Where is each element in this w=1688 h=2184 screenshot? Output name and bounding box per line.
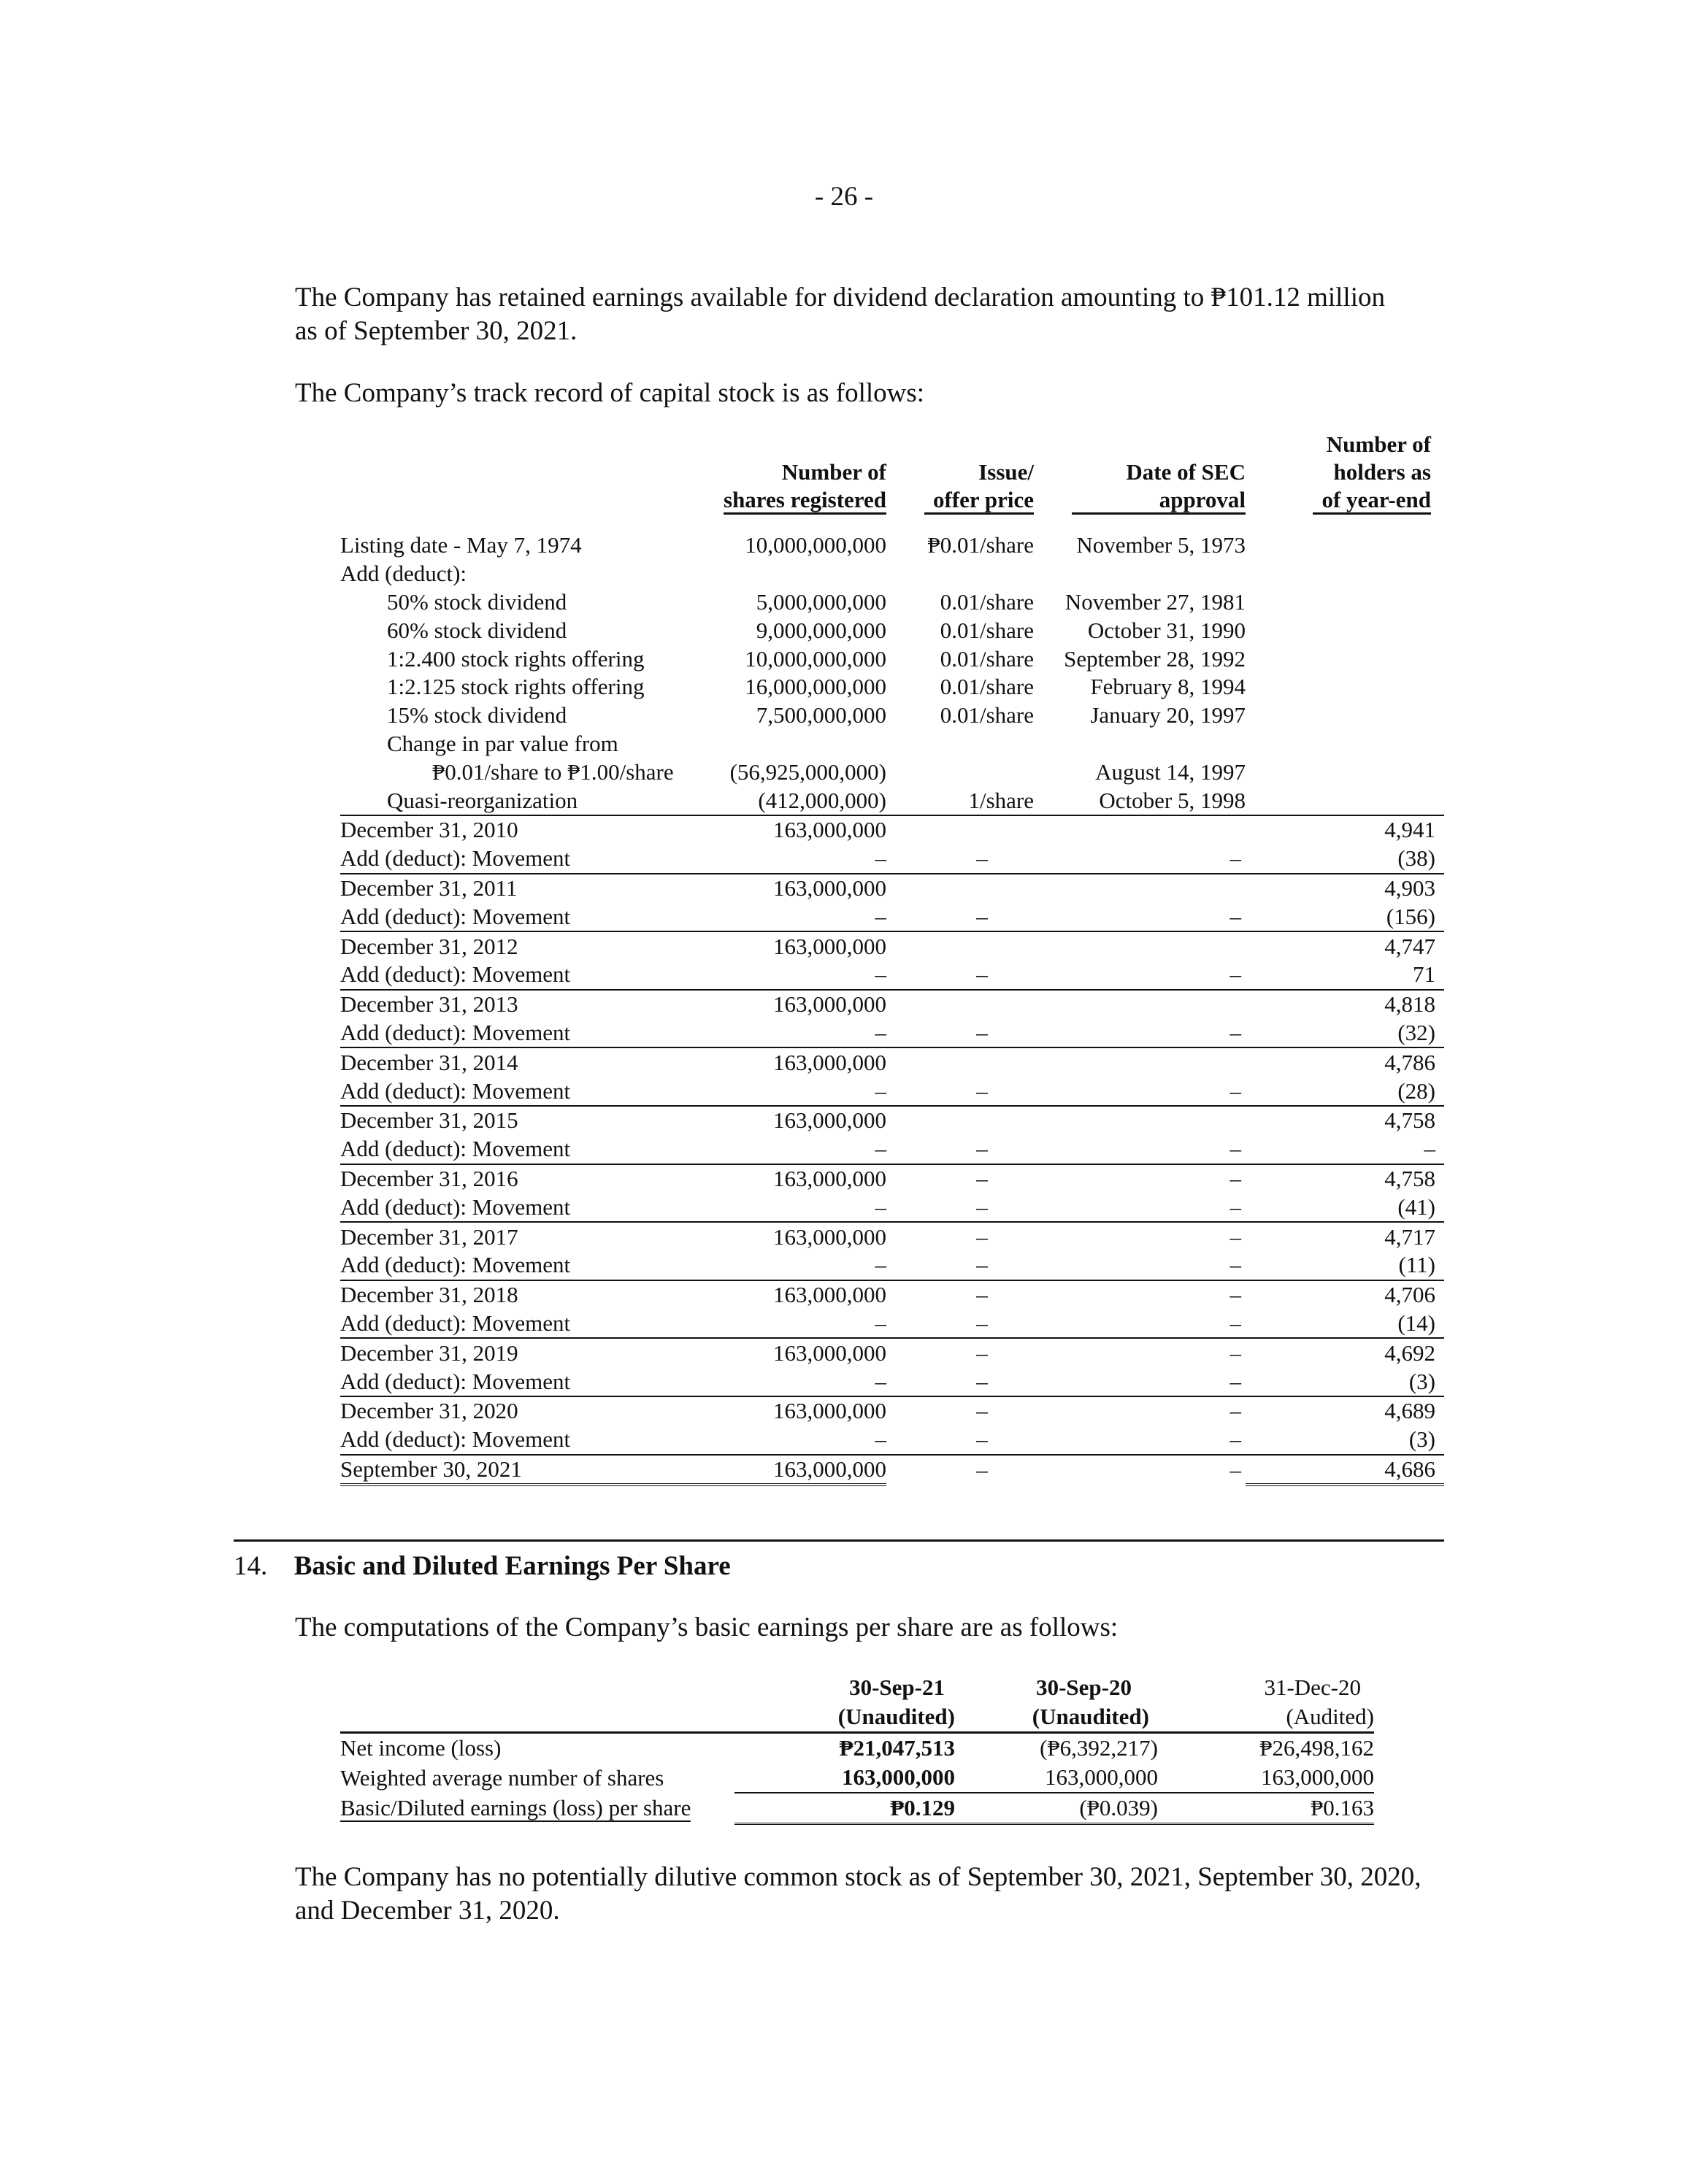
table-cell: – [1229, 903, 1241, 929]
table-cell [1034, 874, 1246, 903]
table-cell: December 31, 2016 [340, 1164, 705, 1193]
table-cell: – [705, 1019, 886, 1048]
table-cell: Add (deduct): Movement [340, 961, 571, 988]
sec-header-1: Date of SEC [1126, 459, 1246, 485]
table-cell: 163,000,000 [705, 1106, 886, 1135]
shares-header-1: Number of [781, 459, 886, 485]
table-cell: December 31, 2012 [340, 931, 705, 961]
table-cell: (38) [1246, 845, 1444, 874]
table-cell: – [705, 1135, 886, 1164]
table-cell [886, 730, 1034, 758]
table-cell: – [1229, 1077, 1241, 1104]
table-cell: August 14, 1997 [1095, 758, 1246, 785]
table-cell: 4,903 [1246, 874, 1444, 903]
table-cell: – [886, 1164, 1034, 1193]
table-cell: – [886, 1338, 1034, 1367]
table-cell: Add (deduct): Movement [340, 1193, 571, 1220]
price-header-2: offer price [886, 486, 1034, 515]
table-cell: December 31, 2010 [340, 815, 705, 845]
track-record-intro: The Company’s track record of capital stock is as follows: [295, 378, 925, 408]
table-cell [886, 931, 1034, 961]
eps-table [340, 1673, 1374, 1825]
table-row [340, 1338, 1444, 1367]
table-cell: – [886, 1280, 1034, 1310]
table-cell: – [1229, 1193, 1241, 1220]
table-cell: Add (deduct): [340, 561, 467, 587]
table-cell: Add (deduct): Movement [340, 845, 571, 872]
table-cell: 5,000,000,000 [756, 588, 886, 615]
table-row [340, 990, 1444, 1019]
table-cell: – [705, 1251, 886, 1280]
table-cell: (3) [1246, 1426, 1444, 1455]
col3-header-status: (Audited) [1167, 1702, 1374, 1733]
table-cell: December 31, 2020 [340, 1396, 705, 1426]
table-cell [1246, 758, 1444, 786]
col1-header-date: 30-Sep-21 [849, 1674, 945, 1700]
table-row [340, 1077, 1444, 1106]
table-cell: – [1246, 1135, 1444, 1164]
table-row [340, 588, 1444, 617]
dilutive-paragraph [295, 1861, 1463, 1928]
table-cell [1246, 701, 1444, 730]
table-cell: – [1229, 1019, 1241, 1045]
table-cell: September 28, 1992 [1064, 645, 1246, 672]
table-cell: (41) [1246, 1193, 1444, 1222]
table-cell: January 20, 1997 [1090, 702, 1246, 728]
table-cell: (11) [1246, 1251, 1444, 1280]
shares-header-2: shares registered [705, 486, 886, 515]
table-cell [1246, 673, 1444, 701]
table-cell: (3) [1246, 1367, 1444, 1396]
table-cell: – [976, 1019, 988, 1045]
table-cell [705, 730, 886, 758]
section-divider [234, 1539, 1444, 1542]
table-cell [886, 1047, 1034, 1077]
col3-header-date: 31-Dec-20 [1264, 1674, 1361, 1700]
dilutive-line-1: The Company has no potentially dilutive common stock as of September 30, 2021, September 30, 2020, [295, 1862, 1422, 1892]
table-cell: – [976, 903, 988, 929]
table-cell: December 31, 2017 [340, 1222, 705, 1251]
table-cell: November 5, 1973 [1076, 532, 1246, 558]
table-cell: Change in par value from [387, 730, 618, 756]
table-cell: 163,000,000 [705, 1338, 886, 1367]
table-row [340, 531, 1444, 560]
table-row [340, 758, 1444, 786]
table-cell [1246, 645, 1444, 673]
table-cell: – [705, 845, 886, 874]
table-cell [1034, 560, 1246, 588]
table-row [340, 1367, 1444, 1396]
table-cell: 163,000,000 [705, 874, 886, 903]
eps-row-label: Net income (loss) [340, 1735, 502, 1761]
table-cell: (56,925,000,000) [729, 758, 886, 785]
table-cell: 4,758 [1246, 1106, 1444, 1135]
table-cell: 163,000,000 [705, 1455, 886, 1485]
table-row [340, 1251, 1444, 1280]
table-cell [1034, 1106, 1246, 1135]
table-cell: 4,941 [1246, 815, 1444, 845]
eps-cell: 163,000,000 [734, 1763, 955, 1793]
page-number: - 26 - [814, 182, 874, 212]
table-cell [1034, 815, 1246, 845]
table-cell: (156) [1246, 902, 1444, 931]
table-cell: 4,758 [1246, 1164, 1444, 1193]
eps-cell: ₱26,498,162 [1259, 1735, 1374, 1761]
table-cell: 4,689 [1246, 1396, 1444, 1426]
table-cell: – [705, 1193, 886, 1222]
eps-cell: (₱0.039) [955, 1793, 1167, 1824]
table-cell: (14) [1246, 1310, 1444, 1339]
eps-row-label: Weighted average number of shares [340, 1764, 664, 1791]
table-cell: 9,000,000,000 [756, 617, 886, 643]
table-cell: 0.01/share [940, 588, 1034, 615]
table-cell: 163,000,000 [705, 931, 886, 961]
table-cell: 1:2.400 stock rights offering [387, 645, 645, 672]
table-row [340, 874, 1444, 903]
table-cell: – [886, 1222, 1034, 1251]
section-number: 14. [234, 1551, 268, 1581]
table-cell: 0.01/share [940, 674, 1034, 700]
table-row [340, 730, 1444, 758]
dilutive-line-2: and December 31, 2020. [295, 1896, 560, 1926]
retained-line-2: as of September 30, 2021. [295, 316, 578, 346]
table-cell: Listing date - May 7, 1974 [340, 532, 582, 558]
table-cell: Add (deduct): Movement [340, 903, 571, 929]
table-row [340, 645, 1444, 673]
table-cell [1246, 531, 1444, 560]
table-cell: – [1034, 1338, 1246, 1367]
eps-intro: The computations of the Company’s basic earnings per share are as follows: [295, 1612, 1119, 1642]
table-cell: 1/share [968, 787, 1034, 813]
table-cell: 50% stock dividend [387, 588, 567, 615]
table-cell: – [976, 1310, 988, 1336]
table-cell: 4,692 [1246, 1338, 1444, 1367]
table-cell: – [976, 961, 988, 988]
table-cell: – [1034, 1280, 1246, 1310]
retained-line-1: The Company has retained earnings available for dividend declaration amounting to ₱101.12 million [295, 282, 1385, 312]
table-cell: February 8, 1994 [1090, 674, 1246, 700]
table-cell: – [1034, 1455, 1246, 1485]
table-row [340, 1135, 1444, 1164]
table-cell: – [886, 1455, 1034, 1485]
table-cell: ₱0.01/share [927, 532, 1034, 558]
table-cell: 4,686 [1246, 1455, 1444, 1485]
table-cell: (412,000,000) [758, 787, 886, 813]
table-row [340, 1106, 1444, 1135]
col2-header-status: (Unaudited) [955, 1702, 1167, 1733]
table-cell: 4,786 [1246, 1047, 1444, 1077]
col1-header-status: (Unaudited) [734, 1702, 955, 1733]
holders-header-3: of year-end [1246, 486, 1444, 515]
table-cell: 163,000,000 [705, 1280, 886, 1310]
table-cell: – [705, 1310, 886, 1339]
table-cell: 0.01/share [940, 617, 1034, 643]
table-row [340, 673, 1444, 701]
table-cell: Add (deduct): Movement [340, 1019, 571, 1045]
table-cell: – [976, 1193, 988, 1220]
table-cell: – [1229, 1426, 1241, 1453]
table-cell: – [976, 1136, 988, 1162]
table-cell: 4,818 [1246, 990, 1444, 1019]
table-cell [886, 758, 1034, 786]
table-cell [1246, 560, 1444, 588]
table-cell: 1:2.125 stock rights offering [387, 674, 645, 700]
table-cell: – [1034, 1396, 1246, 1426]
eps-cell: (₱6,392,217) [1040, 1735, 1158, 1761]
table-row [340, 1164, 1444, 1193]
eps-cell: ₱21,047,513 [839, 1735, 955, 1761]
table-cell: December 31, 2014 [340, 1047, 705, 1077]
table-cell: ₱0.01/share to ₱1.00/share [432, 758, 674, 785]
table-cell: 16,000,000,000 [745, 674, 886, 700]
table-cell: Quasi-reorganization [387, 787, 578, 813]
capital-stock-table [340, 431, 1444, 1486]
table-cell [1034, 931, 1246, 961]
table-cell: 163,000,000 [705, 1396, 886, 1426]
table-cell: – [1034, 1222, 1246, 1251]
table-cell: 0.01/share [940, 645, 1034, 672]
table-cell: 4,706 [1246, 1280, 1444, 1310]
table-cell: Add (deduct): Movement [340, 1368, 571, 1394]
table-row [340, 1280, 1444, 1310]
table-cell: 10,000,000,000 [745, 645, 886, 672]
price-header-1: Issue/ [978, 459, 1034, 485]
table-cell: December 31, 2015 [340, 1106, 705, 1135]
table-cell [886, 560, 1034, 588]
table-cell: – [705, 1077, 886, 1106]
table-cell [1034, 990, 1246, 1019]
table-cell: – [976, 845, 988, 872]
table-row [340, 902, 1444, 931]
col2-header-date: 30-Sep-20 [1036, 1674, 1132, 1700]
table-cell: 60% stock dividend [387, 617, 567, 643]
table-cell: September 30, 2021 [340, 1455, 705, 1485]
table-cell: November 27, 1981 [1064, 588, 1246, 615]
table-cell: Add (deduct): Movement [340, 1136, 571, 1162]
table-row [340, 845, 1444, 874]
table-cell: 0.01/share [940, 702, 1034, 728]
table-cell: – [705, 902, 886, 931]
table-cell: Add (deduct): Movement [340, 1310, 571, 1336]
retained-earnings-paragraph [295, 281, 1463, 348]
table-cell: Add (deduct): Movement [340, 1426, 571, 1453]
table-cell [886, 990, 1034, 1019]
table-cell: December 31, 2019 [340, 1338, 705, 1367]
table-row [340, 1396, 1444, 1426]
table-cell: – [976, 1368, 988, 1394]
table-row [340, 1426, 1444, 1455]
table-row [340, 616, 1444, 645]
table-cell: 15% stock dividend [387, 702, 567, 728]
section-14-heading [234, 1550, 731, 1582]
table-cell: – [976, 1077, 988, 1104]
table-cell [705, 560, 886, 588]
table-cell: – [976, 1426, 988, 1453]
section-title: Basic and Diluted Earnings Per Share [294, 1551, 731, 1581]
table-cell: 7,500,000,000 [756, 702, 886, 728]
table-row [340, 815, 1444, 845]
table-cell: – [1229, 1368, 1241, 1394]
table-cell: December 31, 2011 [340, 874, 705, 903]
table-row [340, 1222, 1444, 1251]
table-cell [1246, 730, 1444, 758]
sec-header-2: approval [1034, 486, 1246, 515]
eps-cell: 163,000,000 [1167, 1763, 1374, 1793]
table-row [340, 1310, 1444, 1339]
table-cell: 4,717 [1246, 1222, 1444, 1251]
table-cell [886, 815, 1034, 845]
holders-header-2: holders as [1333, 459, 1431, 485]
table-cell: 10,000,000,000 [745, 532, 886, 558]
table-cell: 4,747 [1246, 931, 1444, 961]
table-cell: – [1229, 961, 1241, 988]
table-cell: 163,000,000 [705, 1047, 886, 1077]
table-cell: (28) [1246, 1077, 1444, 1106]
eps-cell: ₱0.129 [734, 1793, 955, 1824]
table-cell [886, 874, 1034, 903]
table-cell: 163,000,000 [705, 815, 886, 845]
table-cell: December 31, 2018 [340, 1280, 705, 1310]
table-row [340, 931, 1444, 961]
table-cell [886, 1106, 1034, 1135]
table-row [340, 560, 1444, 588]
table-row [340, 1019, 1444, 1048]
table-cell [1246, 588, 1444, 617]
table-cell: 163,000,000 [705, 1222, 886, 1251]
table-cell: – [705, 1367, 886, 1396]
table-cell: October 5, 1998 [1099, 787, 1246, 813]
table-row [340, 1047, 1444, 1077]
table-cell: – [705, 1426, 886, 1455]
table-cell: Add (deduct): Movement [340, 1252, 571, 1278]
table-cell [1034, 1047, 1246, 1077]
table-cell: – [1229, 1310, 1241, 1336]
holders-header-1: Number of [1326, 431, 1431, 457]
table-cell: – [1229, 845, 1241, 872]
table-cell: December 31, 2013 [340, 990, 705, 1019]
eps-row-label: Basic/Diluted earnings (loss) per share [340, 1795, 691, 1821]
table-cell: – [705, 961, 886, 990]
table-row [340, 701, 1444, 730]
table-row [340, 961, 1444, 990]
table-row [340, 786, 1444, 815]
table-cell [1246, 786, 1444, 815]
table-cell: – [886, 1396, 1034, 1426]
table-cell: 163,000,000 [705, 990, 886, 1019]
table-cell: – [976, 1252, 988, 1278]
eps-cell: ₱0.163 [1167, 1793, 1374, 1824]
table-cell: – [1229, 1252, 1241, 1278]
table-row [340, 1193, 1444, 1222]
table-cell: Add (deduct): Movement [340, 1077, 571, 1104]
table-cell: (32) [1246, 1019, 1444, 1048]
table-cell [1246, 616, 1444, 645]
table-cell: 71 [1246, 961, 1444, 990]
table-cell [1034, 730, 1246, 758]
table-row [340, 1455, 1444, 1485]
eps-cell: 163,000,000 [955, 1763, 1167, 1793]
table-cell: 163,000,000 [705, 1164, 886, 1193]
table-cell: October 31, 1990 [1087, 617, 1246, 643]
table-cell: – [1034, 1164, 1246, 1193]
table-cell: – [1229, 1136, 1241, 1162]
